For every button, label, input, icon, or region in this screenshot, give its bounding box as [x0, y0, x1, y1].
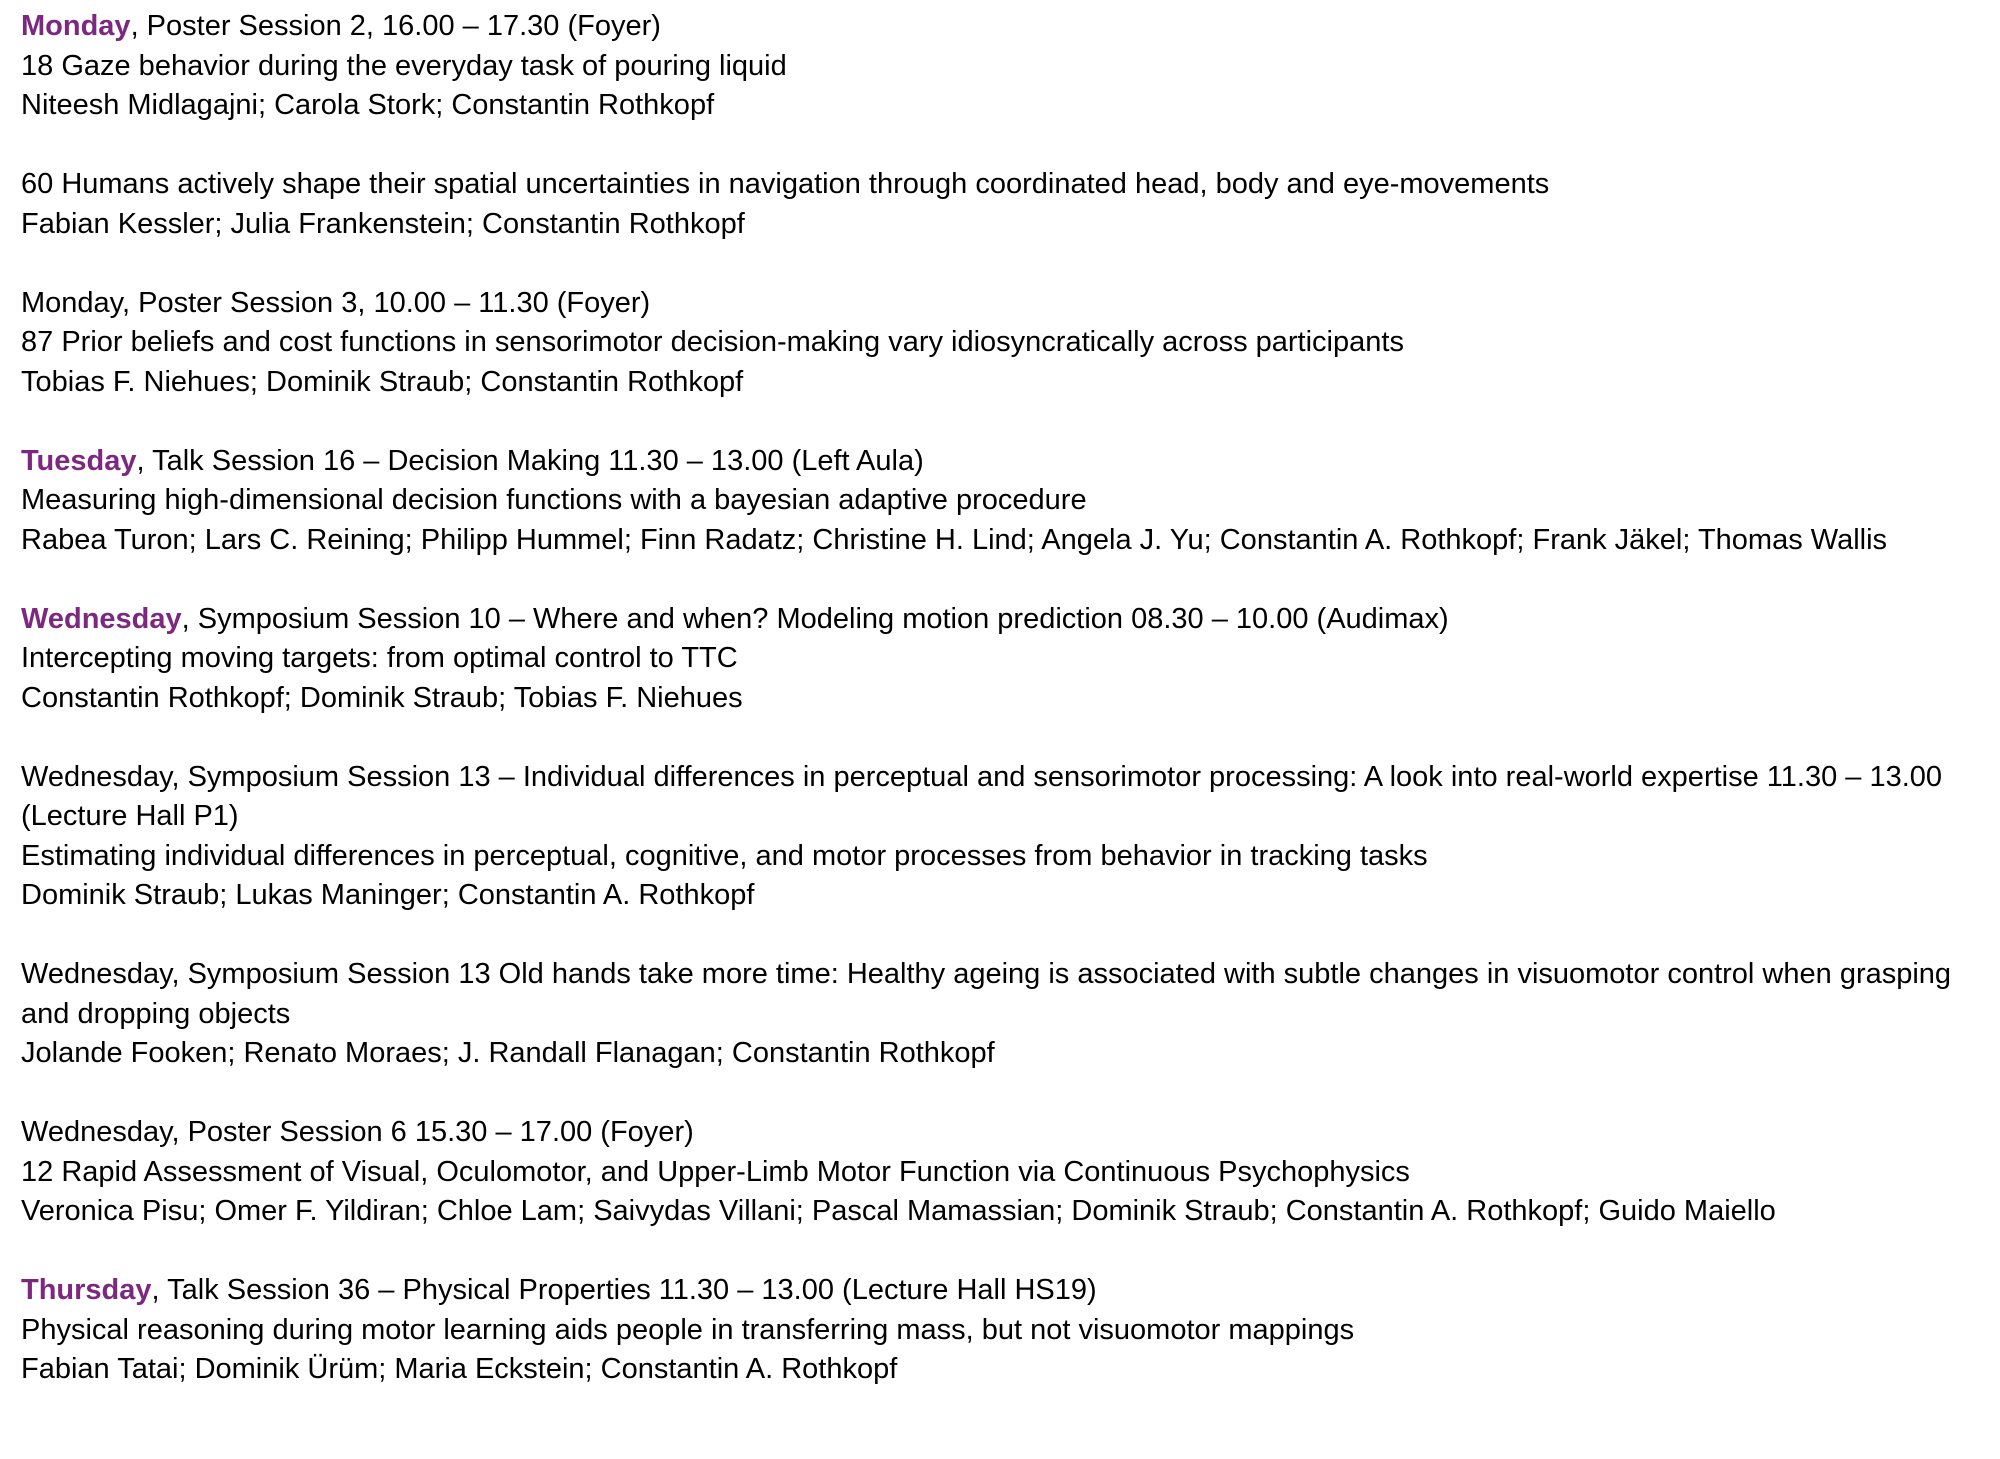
- authors-line: Fabian Tatai; Dominik Ürüm; Maria Eckstein; Constantin A. Rothkopf: [21, 1353, 898, 1385]
- authors-line: Dominik Straub; Lukas Maninger; Constantin A. Rothkopf: [21, 879, 755, 911]
- session-info: , Poster Session 6 15.30 – 17.00 (Foyer): [171, 1116, 694, 1148]
- day-label: Wednesday: [21, 958, 172, 990]
- talk-title: Intercepting moving targets: from optimal control to TTC: [21, 642, 738, 674]
- session-header: [21, 284, 1955, 324]
- program-entry: [21, 442, 1955, 561]
- session-info: , Talk Session 36 – Physical Properties 11.30 – 13.00 (Lecture Hall HS19): [151, 1274, 1097, 1306]
- session-header: [21, 1271, 1955, 1311]
- session-header: [21, 442, 1955, 482]
- program-entry: [21, 165, 1955, 244]
- day-label: Monday: [21, 286, 123, 319]
- session-info: , Symposium Session 13 Old hands take more time: Healthy ageing is associated with subtle changes in visuomotor control when grasping and dropping objects: [21, 958, 1952, 1030]
- authors-line: Niteesh Midlagajni; Carola Stork; Constantin Rothkopf: [21, 89, 715, 121]
- session-header: [21, 758, 1955, 837]
- talk-title: Measuring high-dimensional decision functions with a bayesian adaptive procedure: [21, 484, 1087, 516]
- session-info: , Poster Session 3, 10.00 – 11.30 (Foyer): [122, 286, 651, 319]
- day-label: Monday: [21, 10, 131, 42]
- authors-line: Tobias F. Niehues; Dominik Straub; Constantin Rothkopf: [21, 365, 744, 398]
- program-entry: [21, 955, 1955, 1074]
- authors-line: Jolande Fooken; Renato Moraes; J. Randall Flanagan; Constantin Rothkopf: [21, 1037, 995, 1069]
- session-header: [21, 7, 1955, 47]
- session-info: , Symposium Session 10 – Where and when? Modeling motion prediction 08.30 – 10.00 (Audimax): [181, 602, 1449, 635]
- talk-title: Estimating individual differences in perceptual, cognitive, and motor processes from behavior in tracking tasks: [21, 839, 1428, 872]
- authors-line: Fabian Kessler; Julia Frankenstein; Constantin Rothkopf: [21, 207, 745, 240]
- session-header: [21, 600, 1955, 640]
- session-info: , Poster Session 2, 16.00 – 17.30 (Foyer): [130, 10, 661, 42]
- talk-title: 87 Prior beliefs and cost functions in sensorimotor decision-making vary idiosyncratically across participants: [21, 326, 1404, 358]
- talk-title: 18 Gaze behavior during the everyday task of pouring liquid: [21, 49, 787, 82]
- authors-line: Rabea Turon; Lars C. Reining; Philipp Hummel; Finn Radatz; Christine H. Lind; Angela J. Yu; Constantin A. Rothkopf; Frank Jäkel; Thomas Wallis: [21, 523, 1888, 556]
- program-entry: [21, 600, 1955, 719]
- day-label: Tuesday: [21, 444, 137, 477]
- talk-title: 60 Humans actively shape their spatial uncertainties in navigation through coordinated head, body and eye-movements: [21, 168, 1550, 200]
- program-entry: [21, 284, 1955, 403]
- program-entry: [21, 7, 1955, 126]
- authors-line: Veronica Pisu; Omer F. Yildiran; Chloe Lam; Saivydas Villani; Pascal Mamassian; Dominik Straub; Constantin A. Rothkopf; Guido Maiello: [21, 1195, 1776, 1227]
- talk-title: 12 Rapid Assessment of Visual, Oculomotor, and Upper-Limb Motor Function via Continuous Psychophysics: [21, 1155, 1410, 1188]
- program-entry: [21, 1271, 1955, 1390]
- day-label: Wednesday: [21, 1116, 172, 1148]
- authors-line: Constantin Rothkopf; Dominik Straub; Tobias F. Niehues: [21, 681, 743, 714]
- session-info: , Talk Session 16 – Decision Making 11.30 – 13.00 (Left Aula): [136, 444, 924, 477]
- day-label: Wednesday: [21, 602, 182, 635]
- session-header: [21, 1113, 1955, 1153]
- program-entry: [21, 1113, 1955, 1232]
- talk-title: Physical reasoning during motor learning aids people in transferring mass, but not visuomotor mappings: [21, 1313, 1355, 1346]
- session-header: [21, 955, 1955, 1034]
- day-label: Thursday: [21, 1274, 152, 1306]
- session-info: , Symposium Session 13 – Individual differences in perceptual and sensorimotor processing: A look into real-world expertise 11.30 – 13.00 (Lecture Hall P1): [21, 760, 1943, 832]
- day-label: Wednesday: [21, 760, 172, 793]
- program-entry: [21, 758, 1955, 916]
